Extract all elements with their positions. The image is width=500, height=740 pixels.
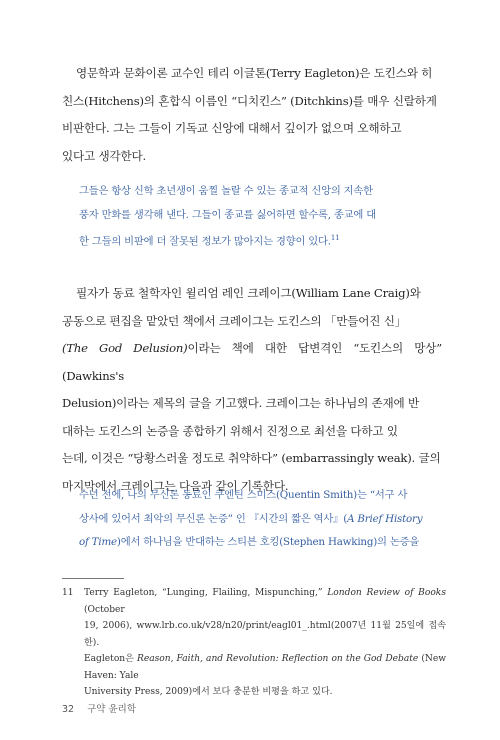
running-title: 구약 윤리학 <box>87 704 137 715</box>
paragraph-craig <box>62 280 442 500</box>
footnote-text: Eagleton은 <box>84 654 137 664</box>
quote-line: 풍자 만화를 생각해 낸다. 그들이 종교를 싫어하면 할수록, 종교에 대 <box>79 208 376 221</box>
text-line: 는데, 이것은 “당황스러울 정도로 취약하다” (embarrassingly weak). 글의 <box>62 451 441 465</box>
blockquote-craig <box>79 484 431 555</box>
text-line: Delusion)이라는 제목의 글을 기고했다. 크레이그는 하나님의 존재에 반 <box>62 396 420 410</box>
footnote-number: 11 <box>62 588 74 598</box>
journal-title-italic: London Review of Books <box>327 588 446 598</box>
text-line: 공동으로 편집을 맡았던 책에서 크레이그는 도킨스의 「만들어진 신」 <box>62 313 407 328</box>
text-line: 이라는 책에 대한 답변격인 “도킨스의 망상” (Dawkins's <box>62 341 442 383</box>
footnote-text: University Press, 2009)에서 보다 충분한 비평을 하고 있다. <box>84 687 333 697</box>
footnote-url-line: 19, 2006), www.lrb.co.uk/v28/n20/print/eagl01_.html(2007년 11월 25일에 접속한). <box>84 621 446 648</box>
footnote-text: (New Haven: Yale <box>84 654 447 681</box>
blockquote-eagleton <box>79 180 431 254</box>
book-title-italic: Reason, Faith, and Revolution: Reflection on the God Debate <box>136 654 419 664</box>
footnote-body <box>84 585 446 701</box>
text-line: 친스(Hitchens)의 혼합식 이름인 “디치킨스” (Ditchkins)를 매우 신랄하게 <box>62 93 437 108</box>
footnote-text: (October <box>84 604 125 615</box>
footnote <box>62 585 446 701</box>
book-title-italic: of Time <box>79 536 117 548</box>
text-line: 비판한다. 그는 그들이 기독교 신앙에 대해서 깊이가 없으며 오해하고 <box>62 121 402 135</box>
quote-line: 수년 전에, 나의 무신론 동료인 쿠엔틴 스미스(Quentin Smith)는 “서구 사 <box>79 489 408 501</box>
footnote-reference[interactable]: 11 <box>330 234 340 242</box>
page-footer <box>62 701 136 715</box>
book-title-italic: A Brief History <box>347 512 423 525</box>
text-line: 영문학과 문화이론 교수인 테리 이글톤(Terry Eagleton)은 도킨스와 히 <box>76 66 433 80</box>
quote-line: 그들은 항상 신학 초년생이 움찔 놀랄 수 있는 종교적 신앙의 지속한 <box>79 185 373 197</box>
page-number: 32 <box>62 704 75 715</box>
book-title-italic: (The God Delusion) <box>62 341 188 355</box>
paragraph-eagleton <box>62 60 442 170</box>
text-line: 대하는 도킨스의 논증을 종합하기 위해서 진정으로 최선을 다하고 있 <box>62 423 398 438</box>
footnote-divider <box>62 578 124 579</box>
text-line: 마지막에서 크레이그는 다음과 같이 기록한다. <box>62 478 289 493</box>
text-line: 필자가 동료 철학자인 윌리엄 레인 크레이그(William Lane Craig)와 <box>76 286 421 300</box>
text-line: 있다고 생각한다. <box>62 148 146 163</box>
quote-line: )에서 하나님을 반대하는 스티븐 호킹(Stephen Hawking)의 논증을 <box>116 536 420 548</box>
quote-line: 한 그들의 비판에 더 잘못된 정보가 많아지는 경향이 있다. <box>79 235 331 248</box>
footnote-text: Terry Eagleton, “Lunging, Flailing, Mispunching,” <box>84 588 328 598</box>
quote-line: 상사에 있어서 최악의 무신론 논증” 인 『시간의 짧은 역사』( <box>79 512 348 525</box>
